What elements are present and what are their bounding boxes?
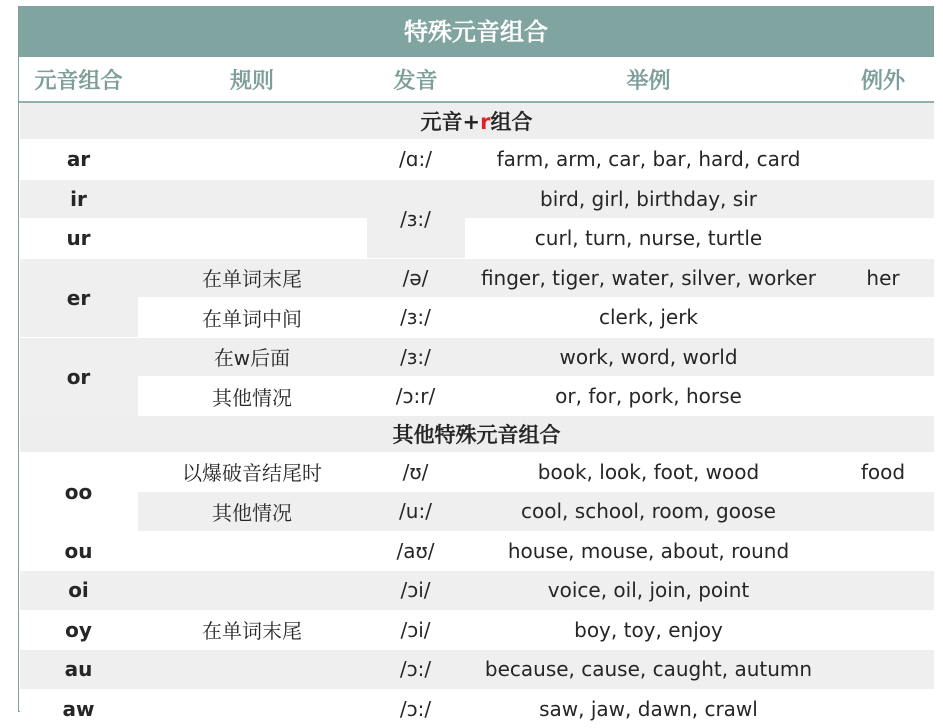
pronunciation-cell: /ɜ:/ [367, 179, 465, 258]
exception-cell [833, 689, 934, 728]
table-row [20, 140, 934, 180]
rule-cell [138, 650, 367, 690]
exception-cell [833, 140, 934, 180]
vowel-cell: or [20, 337, 138, 416]
rule-cell [138, 571, 367, 611]
examples-cell: cool, school, room, goose [465, 492, 833, 532]
examples-cell: work, word, world [465, 337, 833, 377]
pronunciation-cell: /ɔ:r/ [367, 377, 465, 416]
table-row [20, 492, 934, 532]
examples-cell: house, mouse, about, round [465, 531, 833, 571]
rule-cell [138, 531, 367, 571]
vowel-cell: au [20, 650, 138, 690]
table-row [20, 452, 934, 492]
vowel-cell: ur [20, 219, 138, 259]
table-row [20, 650, 934, 690]
exception-cell [833, 492, 934, 532]
rule-cell: 在单词末尾 [138, 258, 367, 298]
rule-cell: 在w后面 [138, 337, 367, 377]
examples-cell: farm, arm, car, bar, hard, card [465, 140, 833, 180]
header-rule: 规则 [138, 57, 367, 102]
exception-cell [833, 377, 934, 416]
examples-cell: or, for, pork, horse [465, 377, 833, 416]
table-row [20, 258, 934, 298]
table-title: 特殊元音组合 [19, 7, 933, 57]
vowel-cell: ir [20, 179, 138, 219]
table-row [20, 179, 934, 219]
pronunciation-cell: /ɔi/ [367, 571, 465, 611]
pronunciation-cell: /ɜ:/ [367, 337, 465, 377]
rule-cell [138, 179, 367, 219]
pronunciation-cell: /aʊ/ [367, 531, 465, 571]
header-pronunciation: 发音 [367, 57, 465, 102]
table-row [20, 298, 934, 338]
table-row [20, 610, 934, 650]
vowel-combination-table [19, 57, 934, 728]
pronunciation-cell: /ɔi/ [367, 610, 465, 650]
rule-cell: 在单词中间 [138, 298, 367, 338]
pronunciation-cell: /ɜ:/ [367, 298, 465, 338]
examples-cell: bird, girl, birthday, sir [465, 179, 833, 219]
pronunciation-cell: /ɔ:/ [367, 650, 465, 690]
rule-cell: 其他情况 [138, 377, 367, 416]
exception-cell: food [833, 452, 934, 492]
rule-cell: 在单词末尾 [138, 610, 367, 650]
examples-cell: clerk, jerk [465, 298, 833, 338]
exception-cell [833, 219, 934, 259]
exception-cell [833, 571, 934, 611]
examples-cell: voice, oil, join, point [465, 571, 833, 611]
exception-cell: her [833, 258, 934, 298]
exception-cell [833, 337, 934, 377]
header-examples: 举例 [465, 57, 833, 102]
header-exception: 例外 [833, 57, 934, 102]
table-row [20, 571, 934, 611]
vowel-cell: ar [20, 140, 138, 180]
vowel-cell: oi [20, 571, 138, 611]
section-title-other: 其他特殊元音组合 [20, 416, 934, 453]
table-row [20, 377, 934, 416]
vowel-cell: oy [20, 610, 138, 650]
pronunciation-cell: /ɑ:/ [367, 140, 465, 180]
vowel-cell: oo [20, 452, 138, 531]
pronunciation-cell: /u:/ [367, 492, 465, 532]
table-row [20, 337, 934, 377]
table-row [20, 689, 934, 728]
examples-cell: boy, toy, enjoy [465, 610, 833, 650]
rule-cell: 其他情况 [138, 492, 367, 532]
pronunciation-cell: /ə/ [367, 258, 465, 298]
pronunciation-cell: /ʊ/ [367, 452, 465, 492]
rule-cell [138, 689, 367, 728]
pronunciation-cell: /ɔ:/ [367, 689, 465, 728]
table-row [20, 531, 934, 571]
section-row-vowel-r [20, 102, 934, 140]
exception-cell [833, 610, 934, 650]
vowel-cell: aw [20, 689, 138, 728]
examples-cell: saw, jaw, dawn, crawl [465, 689, 833, 728]
examples-cell: book, look, foot, wood [465, 452, 833, 492]
rule-cell [138, 140, 367, 180]
rule-cell: 以爆破音结尾时 [138, 452, 367, 492]
exception-cell [833, 650, 934, 690]
table-row [20, 219, 934, 259]
section-row-other [20, 416, 934, 453]
exception-cell [833, 531, 934, 571]
examples-cell: because, cause, caught, autumn [465, 650, 833, 690]
exception-cell [833, 179, 934, 219]
vowel-cell: ou [20, 531, 138, 571]
vowel-cell: er [20, 258, 138, 337]
header-row [20, 57, 934, 102]
examples-cell: finger, tiger, water, silver, worker [465, 258, 833, 298]
examples-cell: curl, turn, nurse, turtle [465, 219, 833, 259]
exception-cell [833, 298, 934, 338]
rule-cell [138, 219, 367, 259]
section-title-vowel-r: 元音+r组合 [20, 102, 934, 140]
header-vowel: 元音组合 [20, 57, 138, 102]
vowel-table-frame [18, 6, 934, 721]
